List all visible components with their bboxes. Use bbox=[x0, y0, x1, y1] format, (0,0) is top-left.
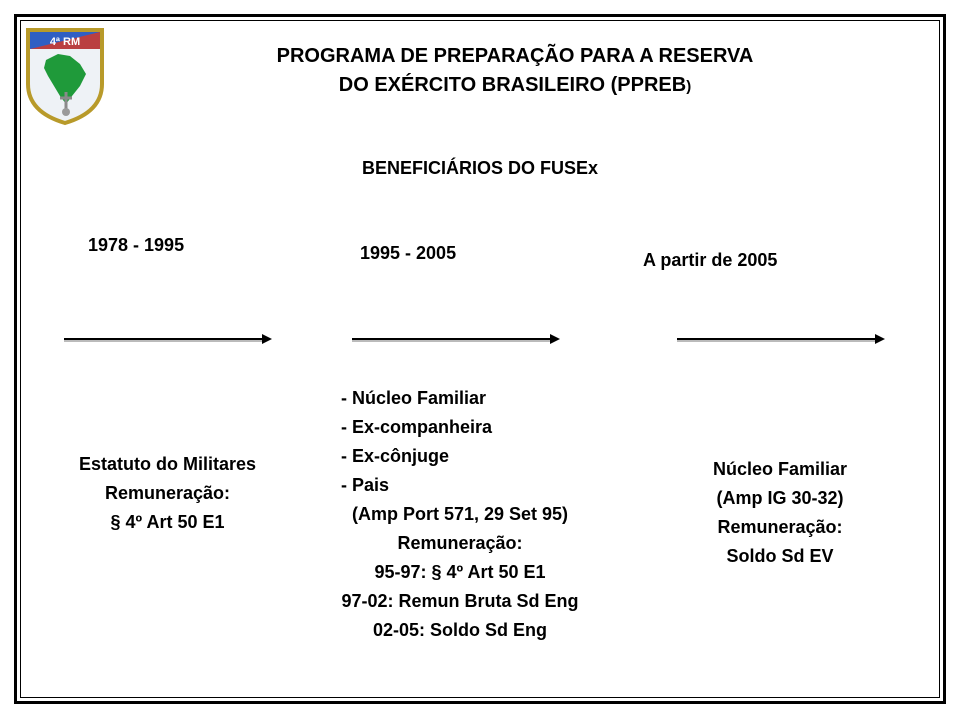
period-label-3: A partir de 2005 bbox=[643, 250, 778, 270]
beneficiary-item: - Núcleo Familiar bbox=[341, 388, 487, 408]
title-line-1: PROGRAMA DE PREPARAÇÃO PARA A RESERVA bbox=[276, 45, 754, 67]
period-1-line: § 4º Art 50 E1 bbox=[110, 512, 225, 532]
title-line-2 bbox=[160, 71, 870, 101]
period-3-description bbox=[650, 455, 910, 571]
period-label-1: 1978 - 1995 bbox=[88, 235, 185, 255]
period-2-line: Remuneração: bbox=[397, 533, 523, 553]
period-2-line: 95-97: § 4º Art 50 E1 bbox=[374, 562, 546, 582]
period-2-line: 97-02: Remun Bruta Sd Eng bbox=[341, 591, 579, 611]
period-3-line: Remuneração: bbox=[717, 517, 843, 537]
period-1-line: Estatuto do Militares bbox=[78, 454, 257, 474]
period-1-line: Remuneração: bbox=[104, 483, 231, 503]
period-label-2: 1995 - 2005 bbox=[360, 243, 457, 263]
page-title bbox=[160, 42, 870, 101]
beneficiary-item: - Ex-cônjuge bbox=[341, 446, 450, 466]
beneficiary-item: - Ex-companheira bbox=[341, 417, 493, 437]
title-line-2-main: DO EXÉRCITO BRASILEIRO (PPREB bbox=[338, 74, 687, 96]
period-2-description bbox=[290, 500, 630, 645]
period-1-description bbox=[40, 450, 295, 537]
svg-text:4ª RM: 4ª RM bbox=[49, 36, 81, 48]
period-2-beneficiary-list bbox=[341, 384, 492, 500]
period-3-line: (Amp IG 30-32) bbox=[716, 488, 844, 508]
timeline-arrow-1 bbox=[62, 333, 274, 345]
title-line-2-end: ) bbox=[686, 78, 692, 95]
period-3-line: Soldo Sd EV bbox=[726, 546, 834, 566]
period-3-line: Núcleo Familiar bbox=[712, 459, 848, 479]
period-2-line: 02-05: Soldo Sd Eng bbox=[372, 620, 548, 640]
period-2-line: (Amp Port 571, 29 Set 95) bbox=[351, 504, 569, 524]
timeline-arrow-2 bbox=[350, 333, 562, 345]
beneficiary-item: - Pais bbox=[341, 475, 390, 495]
4rm-emblem-logo bbox=[24, 26, 106, 126]
section-subtitle: BENEFICIÁRIOS DO FUSEx bbox=[361, 158, 599, 178]
timeline-arrow-3 bbox=[675, 333, 887, 345]
